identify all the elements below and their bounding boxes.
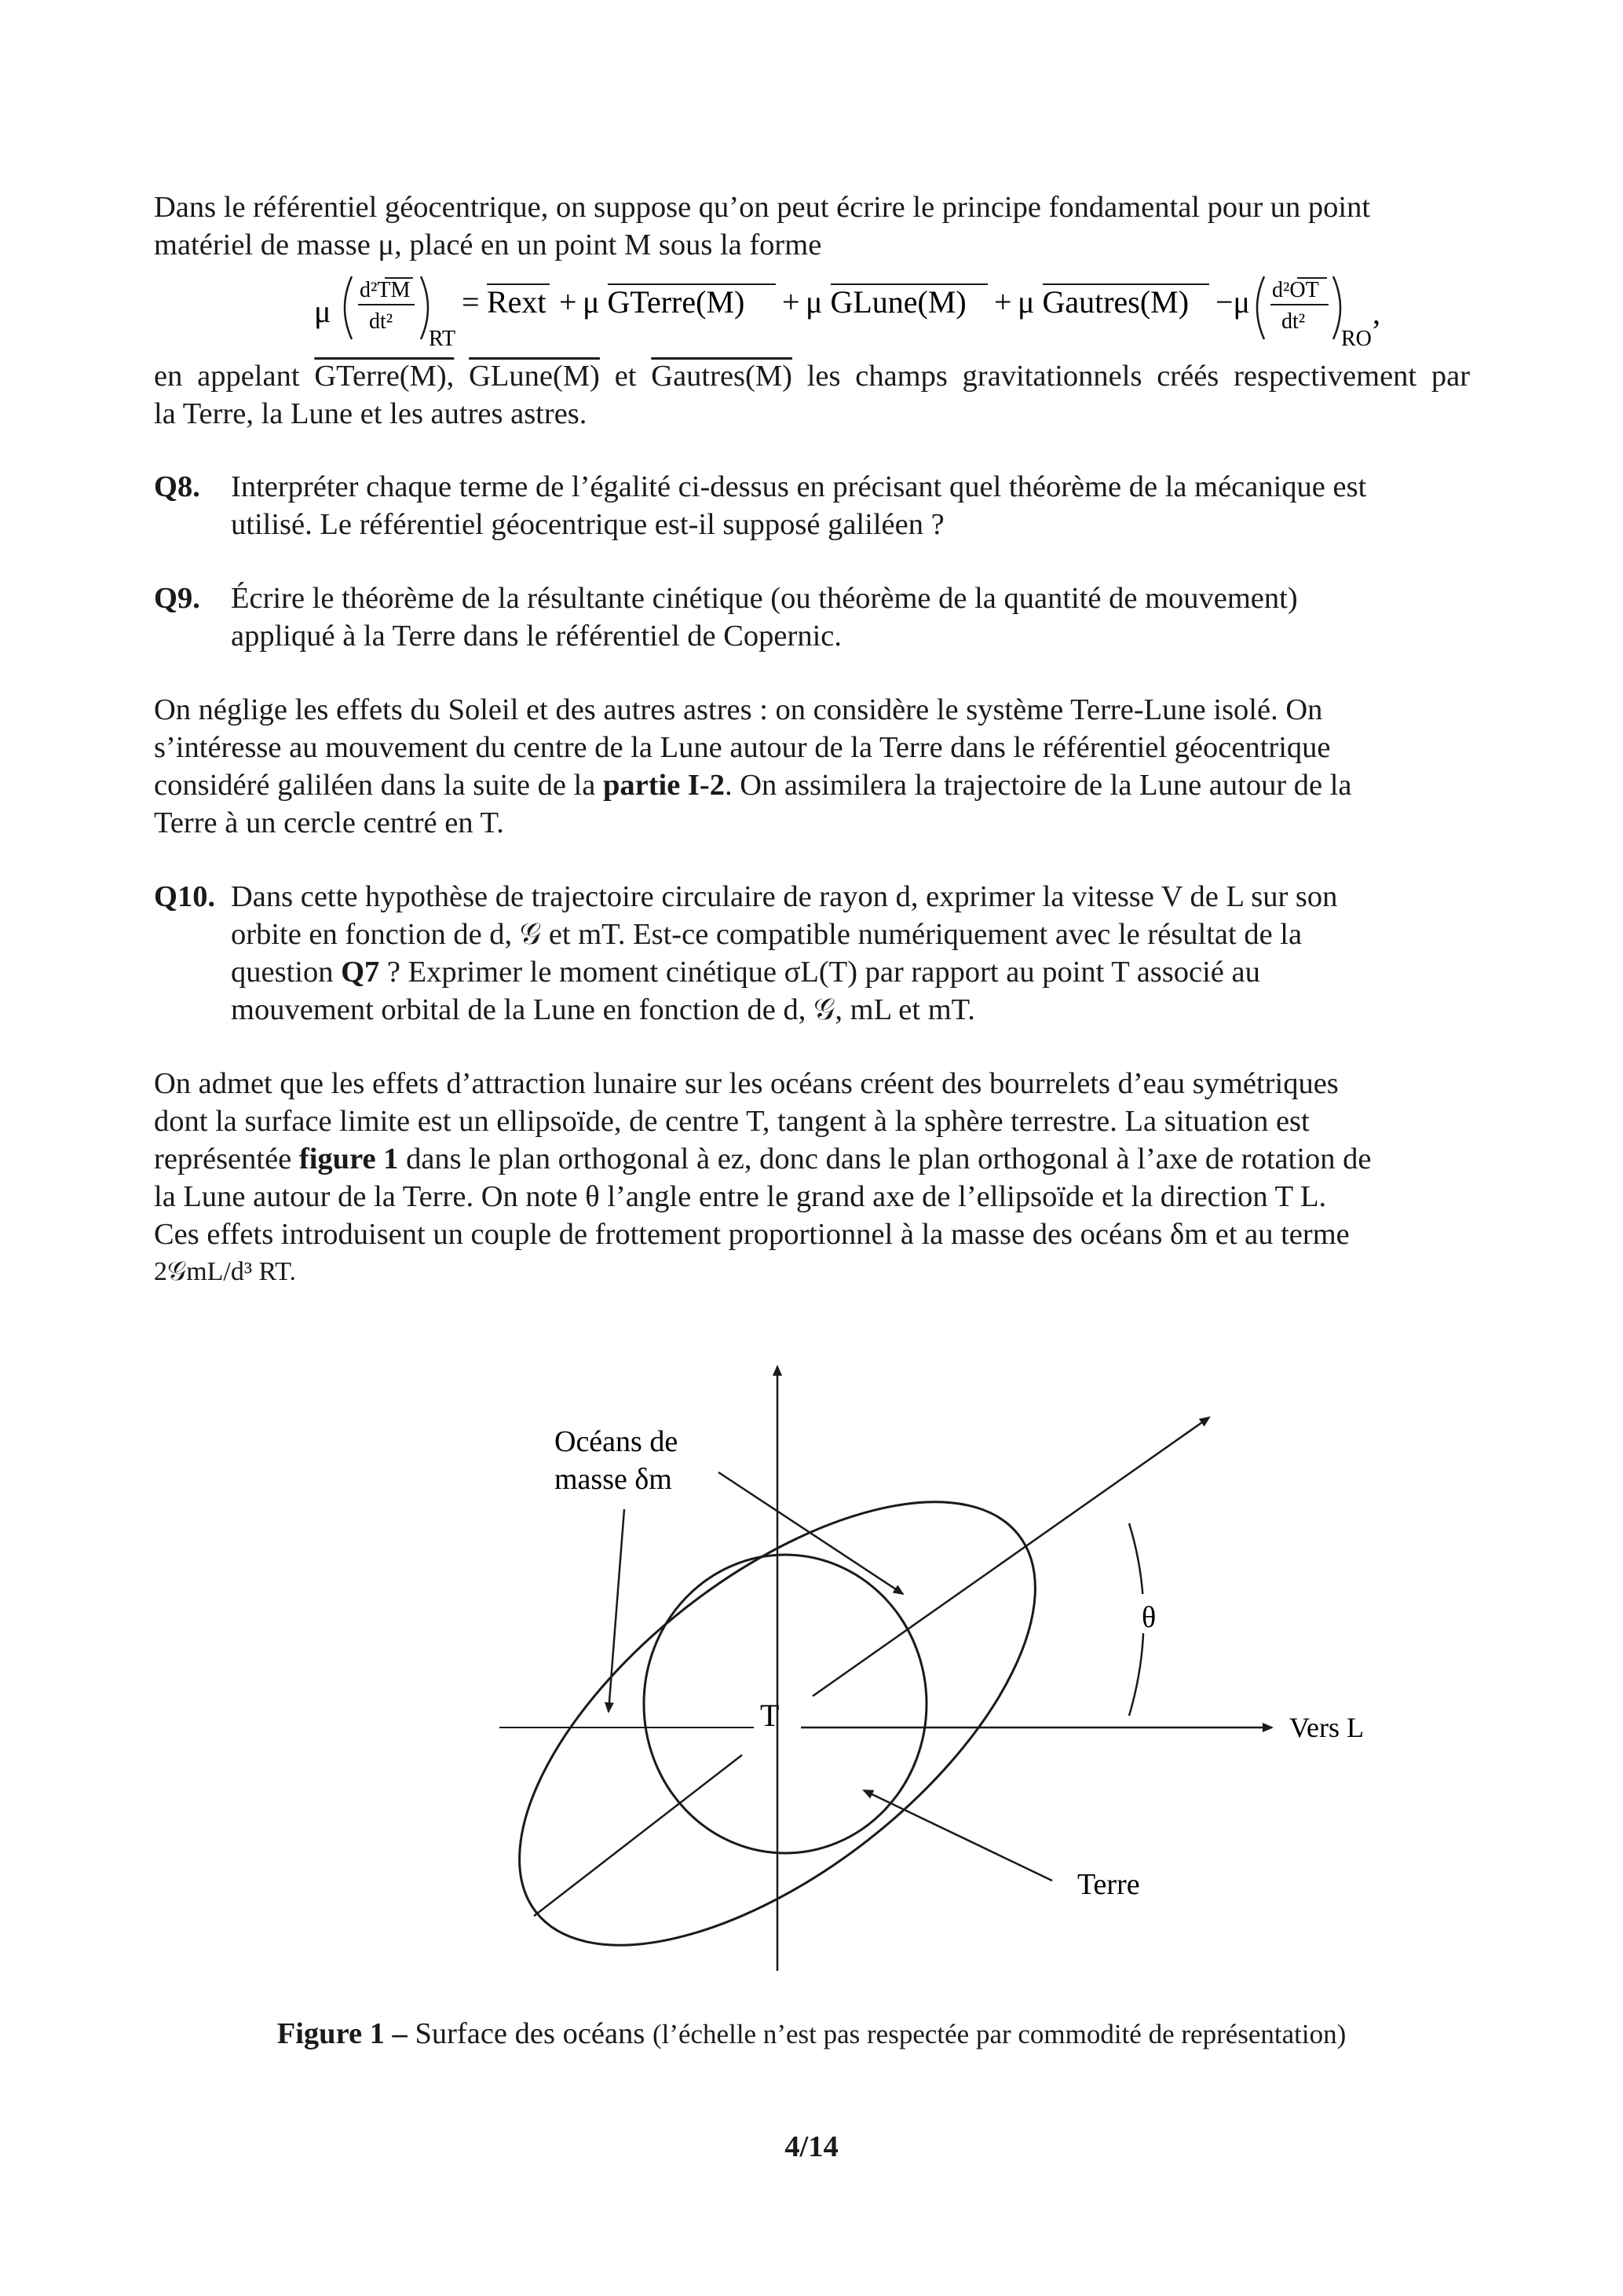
para3-line-6: 2𝒢mL/d³ RT. xyxy=(154,1257,296,1286)
para3-line-3c: dans le plan orthogonal à ez, donc dans le plan orthogonal à l’axe de rotation de xyxy=(406,1143,1372,1175)
para2-line-3a: considéré galiléen dans la suite de la xyxy=(154,769,596,802)
q9-line-2: appliqué à la Terre dans le référentiel de Copernic. xyxy=(231,620,842,653)
label-oceans-2: masse δm xyxy=(554,1463,672,1496)
caption-note: (l’échelle n’est pas respectée par commodité de représentation) xyxy=(652,2019,1347,2049)
earth-circle xyxy=(644,1555,927,1853)
q8-label: Q8. xyxy=(154,470,200,503)
q8-line-1: Interpréter chaque terme de l’égalité ci-dessus en précisant quel théorème de la mécanique est xyxy=(231,470,1367,503)
caption-label: Figure 1 – xyxy=(276,2017,408,2050)
major-axis-lower xyxy=(534,1755,742,1916)
q10-line-3a: question xyxy=(231,956,334,989)
q10-line-3c: ? Exprimer le moment cinétique σL(T) par rapport au point T associé au xyxy=(386,956,1260,989)
eq-ro-sub: RO xyxy=(1341,327,1372,351)
intro-line-1: Dans le référentiel géocentrique, on suppose qu’on peut écrire le principe fondamental pour un point xyxy=(154,191,1371,224)
figure-caption xyxy=(0,2016,1623,2051)
eq-ot-num: d²OT xyxy=(1272,278,1319,302)
eq-mu: μ xyxy=(314,294,331,329)
oceans-leader-1 xyxy=(609,1509,624,1712)
major-axis-upper xyxy=(813,1417,1209,1696)
para2-line-4: Terre à un cercle centré en T. xyxy=(154,806,504,839)
eq-plus-2: + xyxy=(782,284,800,320)
after-eq-g-terre: GTerre(M), xyxy=(314,360,455,393)
para3-line-1: On admet que les effets d’attraction lunaire sur les océans créent des bourrelets d’eau symétriques xyxy=(154,1067,1339,1100)
after-eq-et: et xyxy=(614,360,637,393)
page-number: 4/14 xyxy=(784,2130,839,2163)
para2-line-1: On néglige les effets du Soleil et des autres astres : on considère le système Terre-Lune isolé. On xyxy=(154,693,1323,726)
oceans-leader-2 xyxy=(718,1472,903,1594)
eq-plus-3: + xyxy=(994,284,1012,320)
para3-figure-ref: figure 1 xyxy=(298,1143,399,1175)
q10-q7-ref: Q7 xyxy=(341,956,380,989)
para3-line-3a: représentée xyxy=(154,1143,292,1175)
eq-comma: , xyxy=(1373,295,1380,331)
q10-line-1: Dans cette hypothèse de trajectoire circulaire de rayon d, exprimer la vitesse V de L sur son xyxy=(231,880,1338,913)
eq-dt2-1: dt² xyxy=(369,309,393,334)
caption-main: Surface des océans xyxy=(415,2017,645,2050)
eq-g-lune: μ GLune(M) xyxy=(806,284,967,320)
eq-tm-num: d²TM xyxy=(360,278,411,302)
after-eq-g-lune: GLune(M) xyxy=(469,360,600,393)
after-eq-suffix: les champs gravitationnels créés respectivement par xyxy=(806,360,1471,393)
label-theta: θ xyxy=(1142,1601,1157,1634)
after-eq-g-autres: Gautres(M) xyxy=(651,360,792,393)
q10-label: Q10. xyxy=(154,880,216,913)
eq-dt2-2: dt² xyxy=(1281,309,1306,334)
q10-line-4: mouvement orbital de la Lune en fonction de d, 𝒢, mL et mT. xyxy=(231,993,975,1026)
para3-line-4: la Lune autour de la Terre. On note θ l’angle entre le grand axe de l’ellipsoïde et la direction T L. xyxy=(154,1180,1327,1213)
para2-partie-ref: partie I-2 xyxy=(602,769,725,802)
eq-minus-mu: −μ xyxy=(1215,284,1251,320)
eq-g-autres: μ Gautres(M) xyxy=(1018,284,1190,320)
q9-line-1: Écrire le théorème de la résultante cinétique (ou théorème de la quantité de mouvement) xyxy=(231,582,1298,615)
after-eq-prefix: en appelant xyxy=(154,360,300,393)
eq-rext: Rext xyxy=(487,284,546,320)
terre-leader xyxy=(864,1790,1052,1881)
label-oceans-1: Océans de xyxy=(554,1425,678,1458)
label-terre: Terre xyxy=(1077,1868,1140,1901)
eq-g-terre: μ GTerre(M) xyxy=(583,284,745,320)
q10-line-2: orbite en fonction de d, 𝒢 et mT. Est-ce compatible numériquement avec le résultat de la xyxy=(231,918,1303,951)
label-vers-l: Vers L xyxy=(1289,1712,1364,1743)
after-eq-line-2: la Terre, la Lune et les autres astres. xyxy=(154,397,587,430)
eq-plus-1: + xyxy=(559,284,577,320)
para3-line-5: Ces effets introduisent un couple de frottement proportionnel à la masse des océans δm et au terme xyxy=(154,1218,1350,1251)
q8-line-2: utilisé. Le référentiel géocentrique est-il supposé galiléen ? xyxy=(231,508,945,541)
para2-line-2: s’intéresse au mouvement du centre de la Lune autour de la Terre dans le référentiel géocentrique xyxy=(154,731,1331,764)
eq-rt-sub: RT xyxy=(429,327,456,351)
para3-line-2: dont la surface limite est un ellipsoïde, de centre T, tangent à la sphère terrestre. La situation est xyxy=(154,1105,1310,1138)
q9-label: Q9. xyxy=(154,582,200,615)
intro-line-2: matériel de masse μ, placé en un point M sous la forme xyxy=(154,229,822,261)
para2-line-3c: . On assimilera la trajectoire de la Lune autour de la xyxy=(724,769,1352,802)
eq-equals: = xyxy=(462,284,480,320)
label-T: T xyxy=(760,1698,780,1733)
